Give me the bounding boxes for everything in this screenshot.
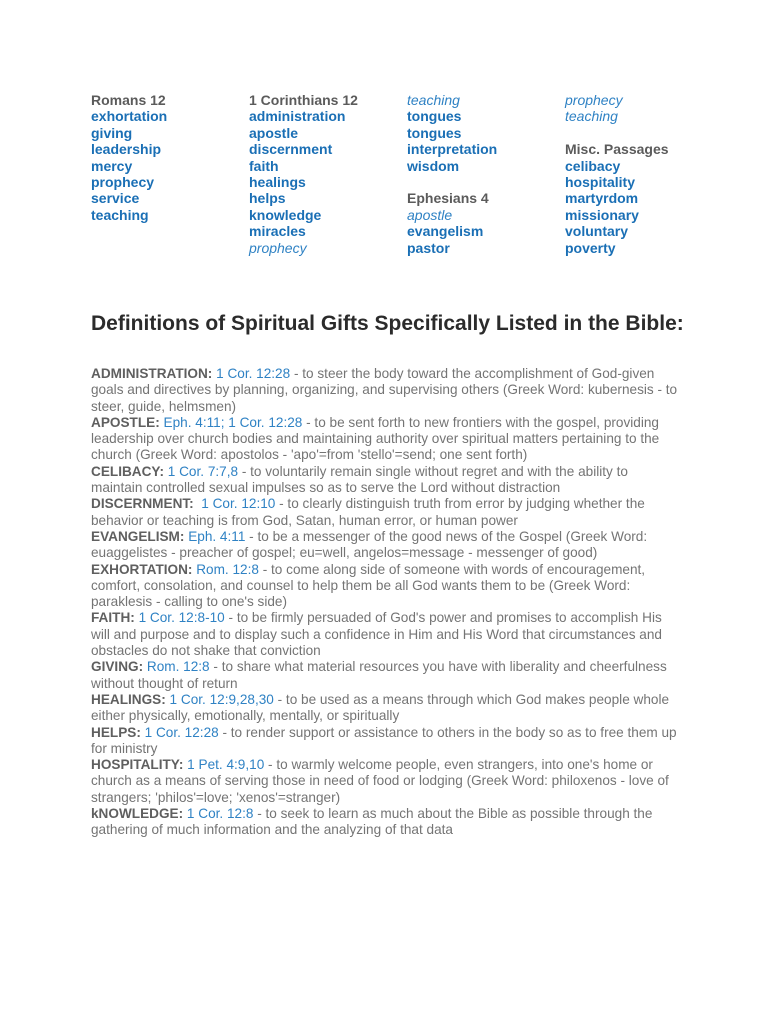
list-item: tongues xyxy=(407,108,462,125)
definition-term: EVANGELISM: xyxy=(91,528,185,544)
list-spacer xyxy=(407,174,497,190)
list-item: teaching xyxy=(407,92,460,108)
definition-text: - to seek to learn as much about the Bible as possible through the gathering of much information and the analyzing of that data xyxy=(91,806,653,838)
list-item: wisdom xyxy=(407,157,460,174)
definition-text: - to share what material resources you have with liberality and cheerfulness without thought of return xyxy=(91,659,667,691)
definition-term: FAITH: xyxy=(91,610,135,626)
definition-term: APOSTLE: xyxy=(91,414,160,430)
definition-text: - to be firmly persuaded of God's power and promises to accomplish His will and purpose and to display such a confidence in Him and His Word that circumstances and obstacles do not shake that conviction xyxy=(91,610,662,659)
gift-column-2 xyxy=(249,92,358,256)
list-item: prophecy xyxy=(249,239,307,256)
list-item: giving xyxy=(91,124,133,141)
list-item: missionary xyxy=(565,206,639,223)
ref-separator: ; xyxy=(220,414,229,430)
definition-term: DISCERNMENT: xyxy=(91,496,194,512)
list-spacer xyxy=(565,125,669,141)
scripture-reference-link[interactable]: 1 Cor. 12:8-10 xyxy=(138,610,225,626)
definition-text: - to steer the body toward the accomplishment of God-given goals and directives by planning, organizing, and supervising others (Greek Word: kubernesis - to steer, guide, helmsmen) xyxy=(91,366,678,414)
list-item: martyrdom xyxy=(565,190,639,207)
list-item: miracles xyxy=(249,223,306,240)
list-item: mercy xyxy=(91,157,133,174)
definition-term: HEALINGS: xyxy=(91,691,166,707)
list-heading: Ephesians 4 xyxy=(407,190,489,207)
scripture-reference-link[interactable]: 1 Pet. 4:9,10 xyxy=(187,757,265,773)
scripture-reference-link[interactable]: 1 Cor. 12:28 xyxy=(216,366,291,381)
list-item: apostle xyxy=(407,206,453,223)
definition-entry xyxy=(91,464,681,497)
list-item: administration xyxy=(249,108,346,125)
definition-term: kNOWLEDGE: xyxy=(91,806,184,822)
gift-column-4 xyxy=(565,92,669,256)
definition-term: CELIBACY: xyxy=(91,463,164,479)
definition-text: - to voluntarily remain single without regret and with the ability to maintain controlled sexual impulses so as to serve the Lord without distraction xyxy=(91,463,628,496)
gift-column-1 xyxy=(91,92,167,223)
list-item: poverty xyxy=(565,239,616,256)
list-item: prophecy xyxy=(565,92,623,108)
definition-entry xyxy=(91,725,681,758)
list-item: service xyxy=(91,190,140,207)
list-item: voluntary xyxy=(565,223,629,240)
definition-term: HOSPITALITY: xyxy=(91,757,184,773)
list-heading: Misc. Passages xyxy=(565,141,669,158)
definition-entry xyxy=(91,692,681,725)
list-heading: Romans 12 xyxy=(91,92,166,108)
definitions-list xyxy=(91,366,681,839)
list-item: teaching xyxy=(565,108,618,125)
definition-entry xyxy=(91,415,681,464)
scripture-reference-link[interactable]: 1 Cor. 12:8 xyxy=(186,806,254,822)
definition-text: - to come along side of someone with words of encouragement, comfort, consolation, and counsel to help them be all God wants them to be (Greek Word: paraklesis - calling to one's side) xyxy=(91,561,646,610)
definition-entry xyxy=(91,366,681,415)
scripture-reference-link[interactable]: Rom. 12:8 xyxy=(146,659,210,675)
list-item: pastor xyxy=(407,239,450,256)
list-item: healings xyxy=(249,174,306,191)
definition-term: ADMINISTRATION: xyxy=(91,366,213,381)
definition-text: - to be sent forth to new frontiers with the gospel, providing leadership over church bodies and maintaining authority over spiritual matters pertaining to the church (Greek Word: apostolos - 'apo'=from 'stello'=send; one sent forth) xyxy=(91,414,660,463)
list-heading: 1 Corinthians 12 xyxy=(249,92,358,108)
list-item: faith xyxy=(249,157,279,174)
definition-entry xyxy=(91,610,681,659)
definition-text: - to render support or assistance to others in the body so as to free them up for ministry xyxy=(91,724,677,756)
scripture-reference-link[interactable]: 1 Cor. 12:10 xyxy=(201,496,276,512)
definition-entry xyxy=(91,496,681,529)
list-item: leadership xyxy=(91,141,162,158)
definition-entry xyxy=(91,529,681,562)
list-item: evangelism xyxy=(407,223,484,240)
scripture-reference-link[interactable]: 1 Cor. 12:9,28,30 xyxy=(169,691,274,707)
list-item: tongues xyxy=(407,124,462,141)
definition-text: - to warmly welcome people, even strangers, into one's home or church as a means of serving those in need of food or lodging (Greek Word: philoxenos - love of strangers; 'philos'=love; 'xenos'=stranger) xyxy=(91,757,669,805)
scripture-reference-link[interactable]: 1 Cor. 12:28 xyxy=(228,414,303,430)
list-item: knowledge xyxy=(249,206,322,223)
definition-text: - to clearly distinguish truth from error by judging whether the behavior or teaching is from God, Satan, human error, or human power xyxy=(91,496,645,528)
definition-term: GIVING: xyxy=(91,659,144,675)
scripture-reference-link[interactable]: 1 Cor. 12:28 xyxy=(144,724,219,740)
definition-text: - to be a messenger of the good news of the Gospel (Greek Word: euaggelistes - preacher of gospel; eu=well, angelos=message - messenger of good) xyxy=(91,528,648,561)
definition-term: HELPS: xyxy=(91,724,141,740)
page-title: Definitions of Spiritual Gifts Specifically Listed in the Bible: xyxy=(91,312,684,335)
definition-entry xyxy=(91,659,681,692)
definition-entry xyxy=(91,806,681,839)
list-item: discernment xyxy=(249,141,333,158)
definition-entry xyxy=(91,757,681,806)
list-item: celibacy xyxy=(565,157,621,174)
list-item: interpretation xyxy=(407,141,498,158)
list-item: apostle xyxy=(249,124,299,141)
list-item: exhortation xyxy=(91,108,168,125)
scripture-reference-link[interactable]: Eph. 4:11 xyxy=(188,528,246,544)
list-item: prophecy xyxy=(91,174,155,191)
list-item: teaching xyxy=(91,206,149,223)
definition-term: EXHORTATION: xyxy=(91,561,193,577)
list-item: helps xyxy=(249,190,286,207)
gift-column-3 xyxy=(407,92,497,256)
scripture-reference-link[interactable]: Eph. 4:11 xyxy=(163,414,221,430)
scripture-reference-link[interactable]: Rom. 12:8 xyxy=(196,561,259,577)
definition-text: - to be used as a means through which God makes people whole either physically, emotionally, mentally, or spiritually xyxy=(91,691,670,724)
scripture-reference-link[interactable]: 1 Cor. 7:7,8 xyxy=(167,463,239,479)
list-item: hospitality xyxy=(565,174,636,191)
definition-entry xyxy=(91,562,681,611)
